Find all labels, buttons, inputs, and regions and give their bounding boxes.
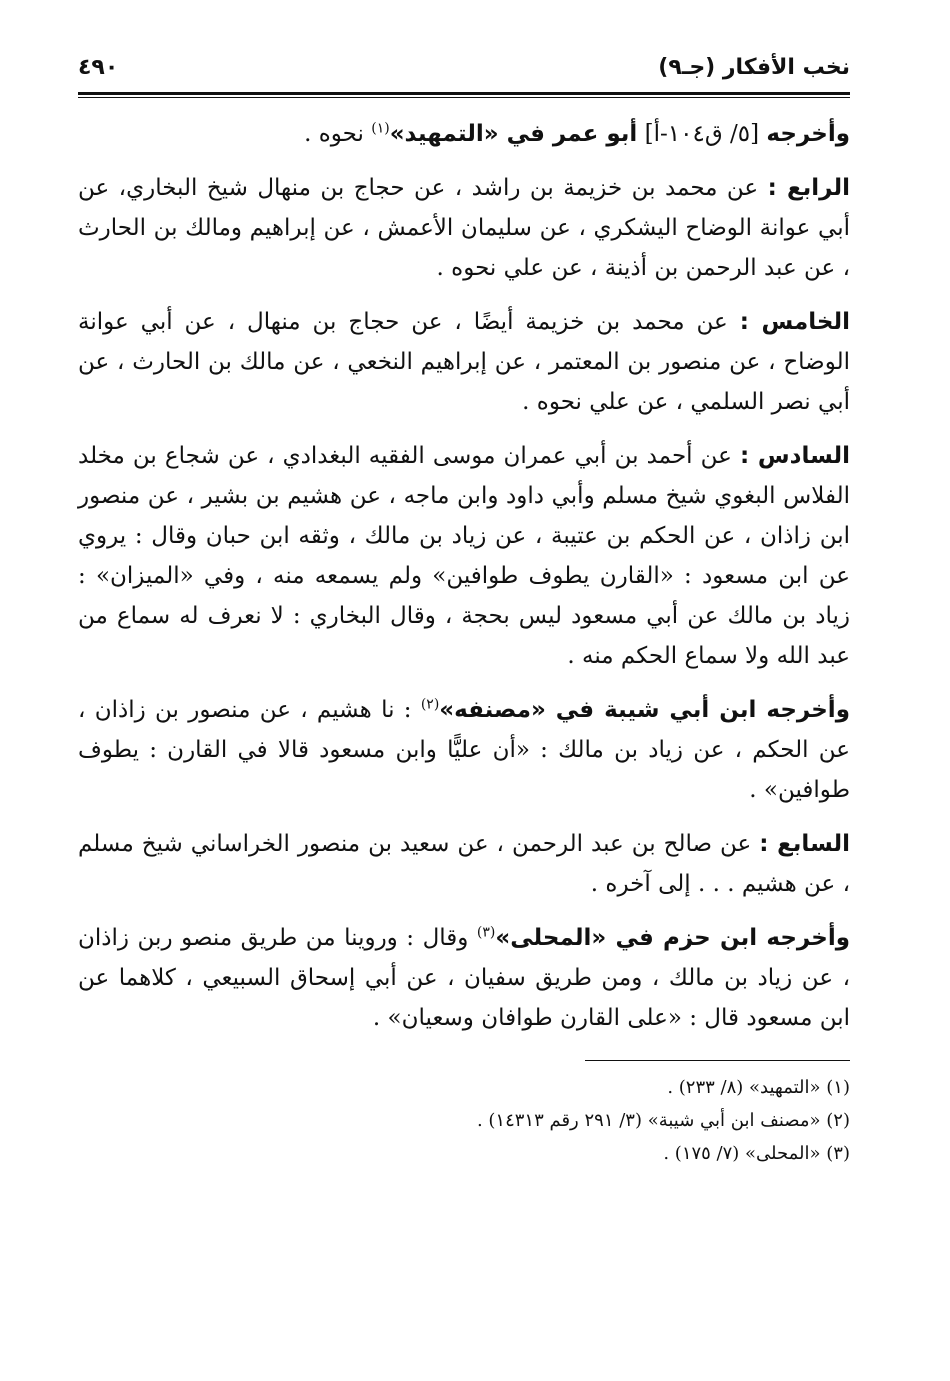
book-page xyxy=(78,48,850,1348)
footnote-marker: (١) xyxy=(371,120,390,137)
paragraph-sixth xyxy=(78,436,850,676)
footnote-3: (٣) «المحلى» (٧/ ١٧٥) . xyxy=(663,1143,850,1164)
page-number: ٤٩٠ xyxy=(78,55,119,80)
header-rule xyxy=(78,92,850,98)
paragraph-fifth xyxy=(78,302,850,422)
source-name: أبو عمر في «التمهيد» xyxy=(389,121,638,147)
running-header xyxy=(78,48,850,88)
paragraph-text: عن صالح بن عبد الرحمن ، عن سعيد بن منصور الخراساني شيخ مسلم ، عن هشيم . . . إلى آخره . xyxy=(78,831,850,897)
paragraph-seventh xyxy=(78,824,850,904)
lead-phrase: السادس : xyxy=(739,443,850,469)
lead-phrase: وأخرجه ابن حزم في «المحلى» xyxy=(495,925,850,951)
lead-phrase: السابع : xyxy=(759,831,850,857)
manuscript-ref: [٥/ ق١٠٤-أ] xyxy=(637,121,767,147)
paragraph-text: نحوه . xyxy=(304,121,372,147)
footnote-marker: (٢) xyxy=(420,696,440,713)
lead-phrase: الرابع : xyxy=(767,175,851,201)
footnote-1: (١) «التمهيد» (٨/ ٢٣٣) . xyxy=(667,1077,850,1098)
paragraph-text: عن أحمد بن أبي عمران موسى الفقيه البغدادي ، عن شجاع بن مخلد الفلاس البغوي شيخ مسلم وأبي داود وابن ماجه ، عن هشيم بن بشير ، عن منصور ابن زاذان ، عن الحكم بن عتيبة ، عن زياد بن مالك ، وثقه ابن حبان وقال : يروي عن ابن مسعود : «القارن يطوف طوافين» ولم يسمعه منه ، وفي «الميزان» : زياد بن مالك عن أبي مسعود ليس بحجة ، وقال البخاري : لا نعرف له سماع من عبد الله ولا سماع الحكم منه . xyxy=(78,443,850,669)
footnote-separator xyxy=(585,1060,850,1061)
footnote-marker: (٣) xyxy=(476,924,496,941)
paragraph-text: عن محمد بن خزيمة بن راشد ، عن حجاج بن منهال شيخ البخاري، عن أبي عوانة الوضاح اليشكري ، عن سليمان الأعمش ، عن إبراهيم ومالك بن الحارث ، عن عبد الرحمن بن أذينة ، عن علي نحوه . xyxy=(78,175,850,281)
paragraph-text: : نا هشيم ، عن منصور بن زاذان ، عن الحكم ، عن زياد بن مالك : «أن عليًّا وابن مسعود قالا في القارن : يطوف طوافين» . xyxy=(78,697,850,803)
lead-phrase: وأخرجه xyxy=(766,121,850,147)
paragraph-takhrij-muhalla xyxy=(78,918,850,1038)
main-text xyxy=(78,114,850,1038)
paragraph-text: عن محمد بن خزيمة أيضًا ، عن حجاج بن منهال ، عن أبي عوانة الوضاح ، عن منصور بن المعتمر ، عن إبراهيم النخعي ، عن مالك بن الحارث ، عن أبي نصر السلمي ، عن علي نحوه . xyxy=(78,309,850,415)
paragraph-takhrij-musannaf xyxy=(78,690,850,810)
lead-phrase: الخامس : xyxy=(739,309,850,335)
lead-phrase: وأخرجه ابن أبي شيبة في «مصنفه» xyxy=(439,697,850,723)
paragraph-text: وقال : وروينا من طريق منصو ربن زاذان ، عن زياد بن مالك ، ومن طريق سفيان ، عن أبي إسحاق السبيعي ، كلاهما عن ابن مسعود قال : «على القارن طوافان وسعيان» . xyxy=(78,925,850,1031)
footnote-2: (٢) «مصنف ابن أبي شيبة» (٣/ ٢٩١ رقم ١٤٣١٣) . xyxy=(476,1110,850,1131)
footnotes xyxy=(78,1071,850,1170)
paragraph-takhrij-tamhid xyxy=(78,114,850,154)
paragraph-fourth xyxy=(78,168,850,288)
book-title: نخب الأفكار (جـ٩) xyxy=(658,55,850,80)
